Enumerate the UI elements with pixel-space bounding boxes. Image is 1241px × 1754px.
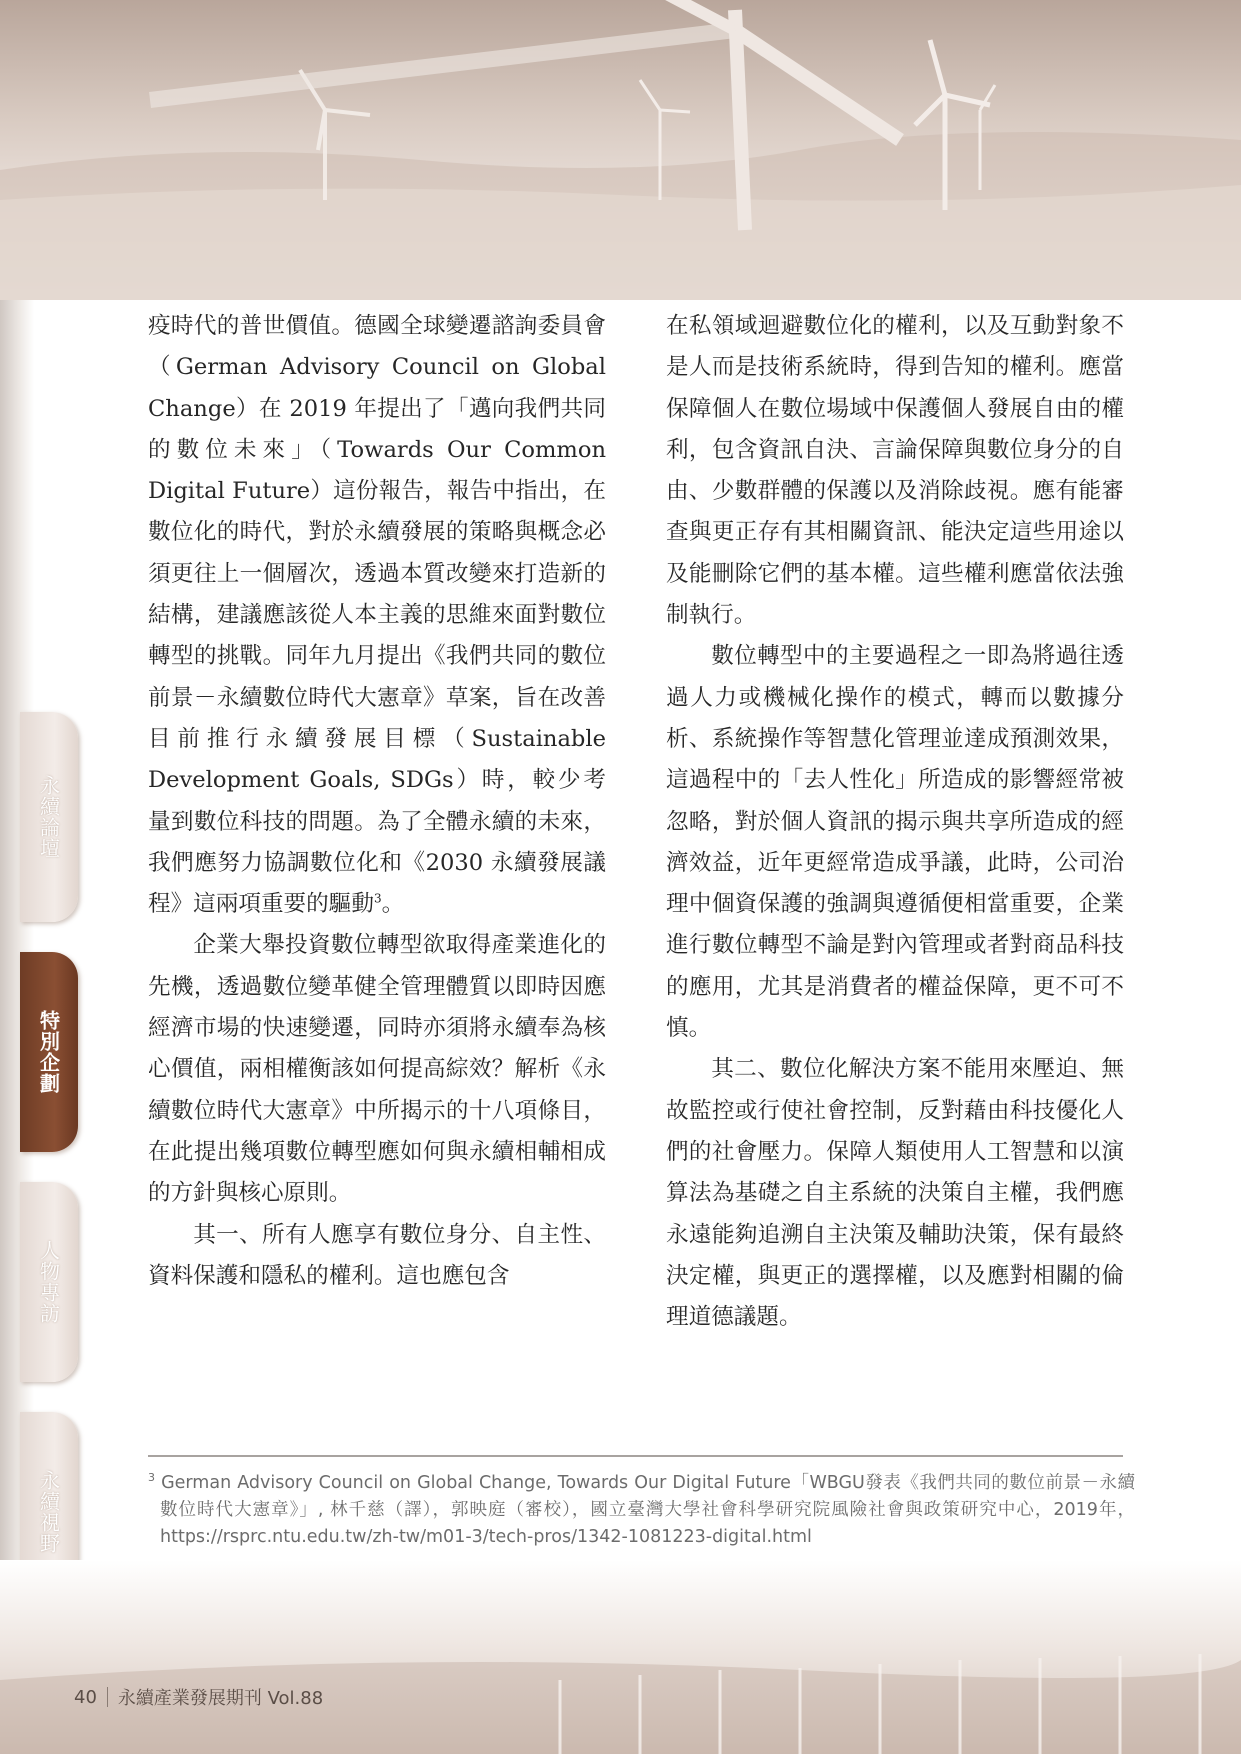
paragraph: 其一、所有人應享有數位身分、自主性、資料保護和隱私的權利。這也應包含: [148, 1221, 606, 1289]
paragraph: 企業大舉投資數位轉型欲取得產業進化的先機，透過數位變革健全管理體質以即時因應經濟市場的快速變遷，同時亦須將永續奉為核心價值，兩相權衡該如何提高綜效？解析《永續數位時代大憲章》中所揭示的十八項條目，在此提出幾項數位轉型應如何與永續相輔相成的方針與核心原則。: [148, 932, 606, 1207]
publication-title: 永續產業發展期刊 Vol.88: [117, 1688, 324, 1709]
right-text-column: [666, 306, 1124, 1338]
footnote-text: German Advisory Council on Global Change, Towards Our Digital Future「WBGU發表《我們共同的數位前景－永續數位時代大憲章》」, 林千慈（譯），郭映庭（審校），國立臺灣大學社會科學研究院風險社會與政策研究中心，2019年，https://rsprc.ntu.edu.tw/zh-tw/m01-3/tech-pros/1342-1081223-digital.html: [160, 1473, 1135, 1547]
page-number: 40: [74, 1686, 97, 1708]
footer-banner-image: [0, 1560, 1241, 1754]
paragraph: 數位轉型中的主要過程之一即為將過往透過人力或機械化操作的模式，轉而以數據分析、系統操作等智慧化管理並達成預測效果，這過程中的「去人性化」所造成的影響經常被忽略，對於個人資訊的揭示與共享所造成的經濟效益，近年更經常造成爭議，此時，公司治理中個資保護的強調與遵循便相當重要，企業進行數位轉型不論是對內管理或者對商品科技的應用，尤其是消費者的權益保障，更不可不慎。: [666, 643, 1124, 1042]
footer-field-illustration: [0, 1560, 1241, 1754]
footnote-ref[interactable]: 3: [373, 891, 382, 906]
side-tab-label: 特別企劃: [36, 1010, 61, 1094]
side-tab-label: 永續視野: [36, 1470, 61, 1554]
side-tab-special-feature[interactable]: [20, 952, 78, 1152]
side-tab-interview[interactable]: [20, 1182, 78, 1382]
paragraph: 其二、數位化解決方案不能用來壓迫、無故監控或行使社會控制，反對藉由科技優化人們的社會壓力。保障人類使用人工智慧和以演算法為基礎之自主系統的決策自主權，我們應永遠能夠追溯自主決策及輔助決策，保有最終決定權，與更正的選擇權，以及應對相關的倫理道德議題。: [666, 1056, 1124, 1331]
side-tab-sustainability-forum[interactable]: [20, 712, 78, 922]
footer-separator: [107, 1687, 108, 1707]
footnote-number: 3: [148, 1471, 155, 1485]
paragraph: 疫時代的普世價值。德國全球變遷諮詢委員會（German Advisory Council on Global Change）在 2019 年提出了「邁向我們共同的數位未來」（Towards Our Common Digital Future）這份報告，報告中指出，在數位化的時代，對於永續發展的策略與概念必須更往上一個層次，透過本質改變來打造新的結構，建議應該從人本主義的思維來面對數位轉型的挑戰。同年九月提出《我們共同的數位前景－永續數位時代大憲章》草案，旨在改善目前推行永續發展目標（Sustainable Development Goals, SDGs）時，較少考量到數位科技的問題。為了全體永續的未來，我們應努力協調數位化和《2030 永續發展議程》這兩項重要的驅動$^3$。: [148, 313, 606, 918]
side-tab-label: 永續論壇: [36, 775, 61, 859]
side-tab-label: 人物專訪: [36, 1240, 61, 1324]
footnote: [148, 1470, 1135, 1551]
left-text-column: [148, 306, 606, 1297]
header-banner-image: [0, 0, 1241, 300]
wind-turbine-illustration: [0, 0, 1241, 300]
page-footer: [74, 1684, 323, 1710]
paragraph: 在私領域迴避數位化的權利，以及互動對象不是人而是技術系統時，得到告知的權利。應當保障個人在數位場域中保護個人發展自由的權利，包含資訊自決、言論保障與數位身分的自由、少數群體的保護以及消除歧視。應有能審查與更正存有其相關資訊、能決定這些用途以及能刪除它們的基本權。這些權利應當依法強制執行。: [666, 313, 1124, 629]
footnote-divider: [148, 1455, 1123, 1457]
